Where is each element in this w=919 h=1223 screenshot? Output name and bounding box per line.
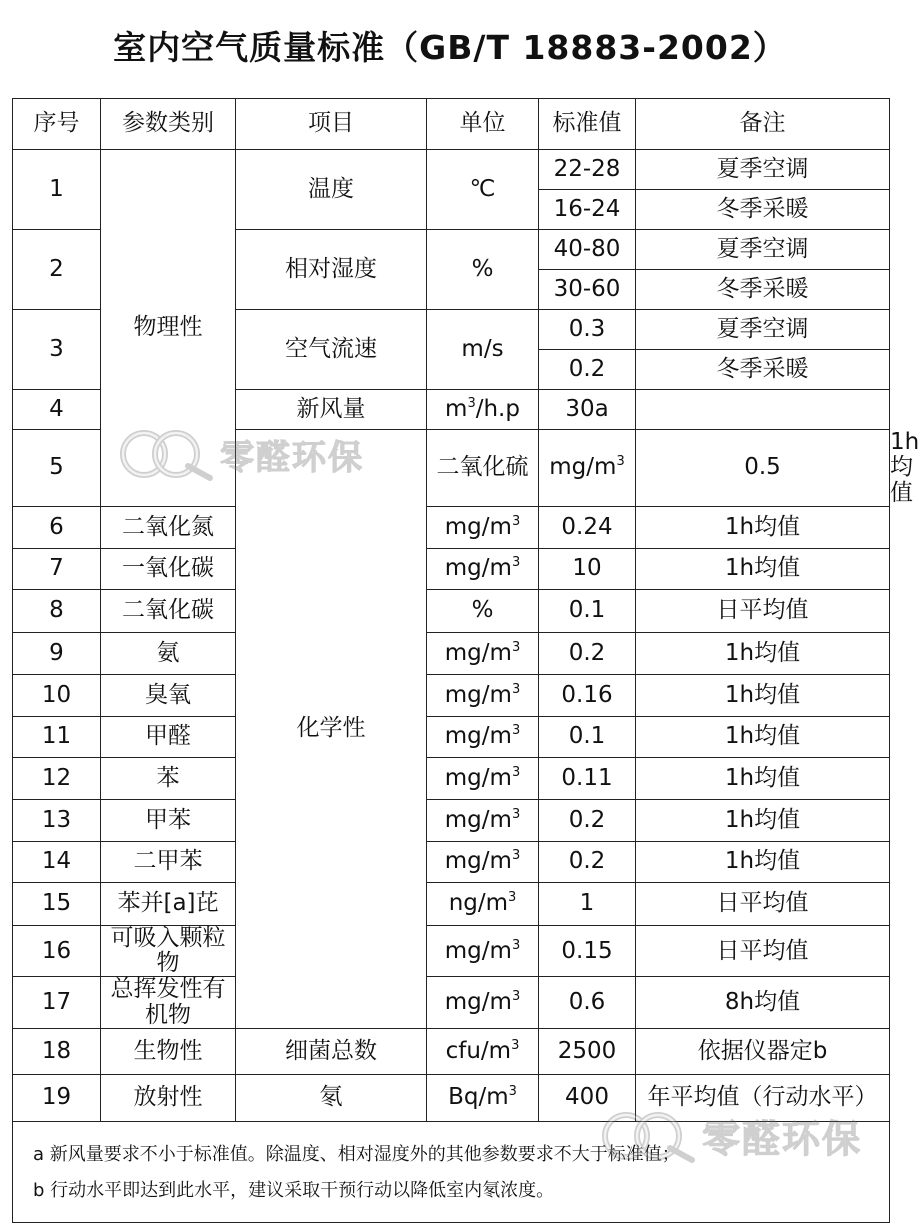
row-remark: 夏季空调 (636, 310, 890, 350)
row-value: 30a (539, 390, 636, 430)
table-row (13, 1029, 890, 1075)
row-item: 苯并[a]芘 (101, 882, 236, 925)
unit-base: mg/m (444, 764, 512, 791)
row-item: 可吸入颗粒物 (101, 925, 236, 977)
row-item: 二氧化氮 (101, 506, 236, 548)
row-unit (539, 430, 636, 507)
row-unit (427, 1075, 539, 1122)
header-seq: 序号 (13, 99, 101, 150)
unit-superscript: 3 (511, 764, 521, 780)
unit-base: m (445, 395, 468, 422)
row-value: 0.15 (539, 925, 636, 977)
row-item: 细菌总数 (236, 1029, 427, 1075)
row-unit (427, 506, 539, 548)
row-value: 16-24 (539, 190, 636, 230)
row-value: 400 (539, 1075, 636, 1122)
unit-base: mg/m (444, 639, 512, 666)
row-item: 总挥发性有机物 (101, 977, 236, 1029)
category-chemical: 化学性 (236, 430, 427, 1029)
row-remark (636, 390, 890, 430)
table-row (13, 150, 890, 190)
row-seq: 18 (13, 1029, 101, 1075)
row-value: 10 (539, 548, 636, 589)
row-value: 1 (539, 882, 636, 925)
row-value: 0.1 (539, 716, 636, 757)
row-seq: 9 (13, 632, 101, 674)
row-item: 臭氧 (101, 674, 236, 716)
row-unit: % (427, 230, 539, 310)
row-unit: % (427, 589, 539, 632)
row-seq: 11 (13, 716, 101, 757)
row-unit (427, 799, 539, 841)
table-row (13, 674, 890, 716)
row-unit: m/s (427, 310, 539, 390)
unit-superscript: 3 (511, 848, 521, 864)
row-seq: 3 (13, 310, 101, 390)
header-value: 标准值 (539, 99, 636, 150)
notes-cell (13, 1122, 890, 1223)
row-item: 甲醛 (101, 716, 236, 757)
unit-superscript: 3 (508, 890, 517, 906)
unit-base: mg/m (444, 681, 512, 708)
header-item: 项目 (236, 99, 427, 150)
row-value: 0.2 (539, 632, 636, 674)
unit-superscript: 3 (467, 395, 476, 411)
table-row (13, 506, 890, 548)
row-unit (427, 977, 539, 1029)
table-row (13, 632, 890, 674)
table-row (13, 841, 890, 882)
note-b: b 行动水平即达到此水平，建议采取干预行动以降低室内氡浓度。 (33, 1180, 555, 1202)
row-remark: 冬季采暖 (636, 190, 890, 230)
row-seq: 19 (13, 1075, 101, 1122)
table-row (13, 882, 890, 925)
row-unit (427, 632, 539, 674)
row-value: 40-80 (539, 230, 636, 270)
row-seq: 14 (13, 841, 101, 882)
category-physical: 物理性 (101, 150, 236, 507)
table-row (13, 757, 890, 799)
row-remark: 依据仪器定b (636, 1029, 890, 1075)
row-unit: ℃ (427, 150, 539, 230)
unit-superscript: 3 (508, 1084, 517, 1100)
unit-superscript: 3 (511, 639, 521, 655)
row-remark: 1h均值 (636, 632, 890, 674)
row-remark: 夏季空调 (636, 230, 890, 270)
unit-base: mg/m (444, 723, 512, 750)
row-seq: 10 (13, 674, 101, 716)
watermark-text: 零醛环保 (220, 437, 364, 478)
row-seq: 17 (13, 977, 101, 1029)
category-biological: 生物性 (101, 1029, 236, 1075)
row-seq: 8 (13, 589, 101, 632)
row-item: 二氧化碳 (101, 589, 236, 632)
row-value: 0.1 (539, 589, 636, 632)
unit-superscript: 3 (511, 1037, 520, 1053)
row-unit (427, 925, 539, 977)
row-unit (427, 841, 539, 882)
row-remark: 1h均值 (636, 716, 890, 757)
row-item: 二氧化硫 (427, 430, 539, 507)
row-seq: 16 (13, 925, 101, 977)
unit-superscript: 3 (511, 513, 521, 529)
unit-superscript: 3 (511, 555, 521, 571)
row-remark: 年平均值（行动水平） (636, 1075, 890, 1122)
unit-base: mg/m (444, 989, 512, 1016)
row-item: 苯 (101, 757, 236, 799)
row-remark: 日平均值 (636, 925, 890, 977)
table-header-row (13, 99, 890, 150)
row-remark: 1h均值 (636, 841, 890, 882)
standards-table (12, 98, 919, 1223)
row-value: 2500 (539, 1029, 636, 1075)
row-seq: 12 (13, 757, 101, 799)
table-row: 5 化学性 二氧化硫 $mg/m^3$ 0.5 1h均值 (13, 430, 890, 507)
row-unit (427, 882, 539, 925)
row-item: 氡 (236, 1075, 427, 1122)
unit-suffix: /h.p (475, 395, 520, 422)
watermark-text: 零醛环保 (702, 1117, 863, 1161)
row-item: 空气流速 (236, 310, 427, 390)
row-seq: 5 (13, 430, 101, 507)
row-seq: 2 (13, 230, 101, 310)
row-remark: 1h均值 (636, 757, 890, 799)
row-unit (427, 1029, 539, 1075)
row-item: 相对湿度 (236, 230, 427, 310)
page-title: 室内空气质量标准（GB/T 18883-2002） (113, 28, 787, 67)
unit-base: mg/m (444, 513, 512, 540)
row-unit (427, 390, 539, 430)
row-seq: 4 (13, 390, 101, 430)
row-seq: 13 (13, 799, 101, 841)
row-seq: 15 (13, 882, 101, 925)
row-value: 22-28 (539, 150, 636, 190)
table-row (13, 589, 890, 632)
unit-superscript: 3 (511, 989, 521, 1005)
header-category: 参数类别 (101, 99, 236, 150)
unit-base: mg/m (444, 555, 512, 582)
row-remark: 1h均值 (636, 506, 890, 548)
row-unit (427, 674, 539, 716)
row-value: 0.11 (539, 757, 636, 799)
row-remark: 夏季空调 (636, 150, 890, 190)
row-remark: 1h均值 (636, 799, 890, 841)
row-item: 一氧化碳 (101, 548, 236, 589)
notes-row (13, 1122, 890, 1223)
row-value: 0.16 (539, 674, 636, 716)
row-item: 甲苯 (101, 799, 236, 841)
unit-base: ng/m (448, 890, 509, 917)
row-value: 0.3 (539, 310, 636, 350)
row-item: 二甲苯 (101, 841, 236, 882)
table-row (13, 799, 890, 841)
unit-superscript: 3 (511, 806, 521, 822)
row-value: 0.2 (539, 350, 636, 390)
unit-base: Bq/m (448, 1084, 509, 1111)
row-unit (427, 548, 539, 589)
header-unit: 单位 (427, 99, 539, 150)
row-remark: 日平均值 (636, 589, 890, 632)
table-row (13, 548, 890, 589)
row-seq: 7 (13, 548, 101, 589)
header-remark: 备注 (636, 99, 890, 150)
row-remark: 8h均值 (636, 977, 890, 1029)
unit-base: cfu/m (445, 1037, 512, 1064)
row-value: 30-60 (539, 270, 636, 310)
row-item: 新风量 (236, 390, 427, 430)
table-row (13, 977, 890, 1029)
row-value: 0.24 (539, 506, 636, 548)
row-value: 0.2 (539, 799, 636, 841)
row-value: 0.2 (539, 841, 636, 882)
row-unit (427, 757, 539, 799)
unit-base: mg/m (444, 937, 512, 964)
category-radioactive: 放射性 (101, 1075, 236, 1122)
row-item: 氨 (101, 632, 236, 674)
row-value: 0.6 (539, 977, 636, 1029)
unit-superscript: 3 (616, 454, 625, 470)
table-row (13, 925, 890, 977)
unit-base: mg/m (549, 454, 617, 481)
row-remark: 冬季采暖 (636, 350, 890, 390)
row-item: 温度 (236, 150, 427, 230)
unit-base: mg/m (444, 806, 512, 833)
unit-superscript: 3 (511, 937, 521, 953)
row-seq: 1 (13, 150, 101, 230)
row-unit (427, 716, 539, 757)
row-remark: 1h均值 (636, 674, 890, 716)
table-row (13, 716, 890, 757)
unit-superscript: 3 (511, 681, 521, 697)
row-remark: 1h均值 (636, 548, 890, 589)
row-seq: 6 (13, 506, 101, 548)
row-value: 0.5 (636, 430, 890, 507)
row-remark: 日平均值 (636, 882, 890, 925)
note-a: a 新风量要求不小于标准值。除温度、相对湿度外的其他参数要求不大于标准值； (33, 1144, 680, 1166)
unit-superscript: 3 (511, 723, 521, 739)
table-row (13, 1075, 890, 1122)
row-remark: 冬季采暖 (636, 270, 890, 310)
unit-base: mg/m (444, 848, 512, 875)
